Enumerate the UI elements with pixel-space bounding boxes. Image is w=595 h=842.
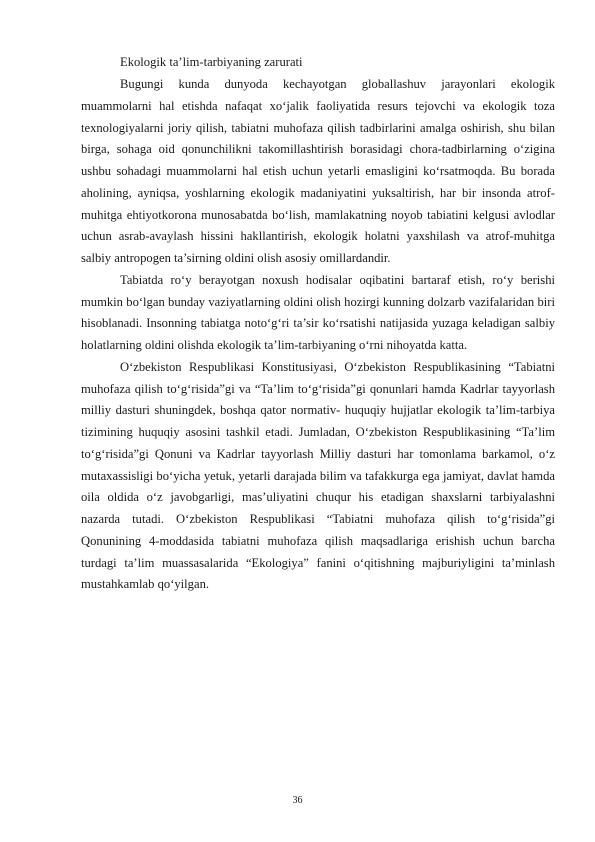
page-number: 36 xyxy=(292,795,303,806)
paragraph-legal-basis: O‘zbekiston Respublikasi Konstitusiyasi, O‘zbekiston Respublikasining “Tabiatni muhofaza qilish to‘g‘risida”gi va “Ta’lim to‘g‘risida”gi qonunlari hamda Kadrlar tayyorlash milliy dasturi shuningdek, boshqa qator normativ- huquqiy hujjatlar ekologik ta’lim-tarbiya tizimining huquqiy asosini tashkil etadi. Jumladan, O‘zbekiston Respublikasining “Ta’lim to‘g‘risida”gi Qonuni va Kadrlar tayyorlash Milliy dasturi har tomonlama barkamol, o‘z mutaxassisligi bo‘yicha yetuk, yetarli darajada bilim va tafakkurga ega jamiyat, davlat hamda oila oldida o‘z javobgarligi, mas’uliyatini chuqur his etadigan shaxslarni tarbiyalashni nazarda tutadi. O‘zbekiston Respublikasi “Tabiatni muhofaza qilish to‘g‘risida”gi Qonunining 4-moddasida tabiatni muhofaza qilish maqsadlariga erishish uchun barcha turdagi ta’lim muassasalarida “Ekologiya” fanini o‘qitishning majburiyligini ta’minlash mustahkamlab qo‘yilgan. xyxy=(81,359,555,592)
document-page xyxy=(81,51,555,596)
section-heading: Ekologik ta’lim-tarbiyaning zarurati xyxy=(120,55,303,69)
paragraph-nature-events: Tabiatda ro‘y berayotgan noxush hodisalar oqibatini bartaraf etish, ro‘y berishi mumkin bo‘lgan bunday vaziyatlarning oldini olish hozirgi kunning dolzarb vazifalaridan biri hisoblanadi. Insonning tabiatga noto‘g‘ri ta’sir ko‘rsatishi natijasida yuzaga keladigan salbiy holatlarning oldini olishda ekologik ta’lim-tarbiyaning o‘rni nihoyatda katta. xyxy=(81,272,555,352)
paragraph-globalization: Bugungi kunda dunyoda kechayotgan globallashuv jarayonlari ekologik muammolarni hal etishda nafaqat xo‘jalik faoliyatida resurs tejovchi va ekologik toza texnologiyalarni joriy qilish, tabiatni muhofaza qilish tadbirlarini amalga oshirish, shu bilan birga, sohaga oid qonunchilikni takomillashtirish borasidagi chora-tadbirlarning o‘zigina ushbu sohadagi muammolarni hal etish uchun yetarli emasligini ko‘rsatmoqda. Bu borada aholining, ayniqsa, yoshlarning ekologik madaniyatini yuksaltirish, har bir insonda atrof-muhitga ehtiyotkorona munosabatda bo‘lish, mamlakatning noyob tabiatini kelgusi avlodlar uchun asrab-avaylash hissini hakllantirish, ekologik holatni yaxshilash va atrof-muhitga salbiy antropogen ta’sirning oldini olish asosiy omillardandir. xyxy=(81,77,555,265)
